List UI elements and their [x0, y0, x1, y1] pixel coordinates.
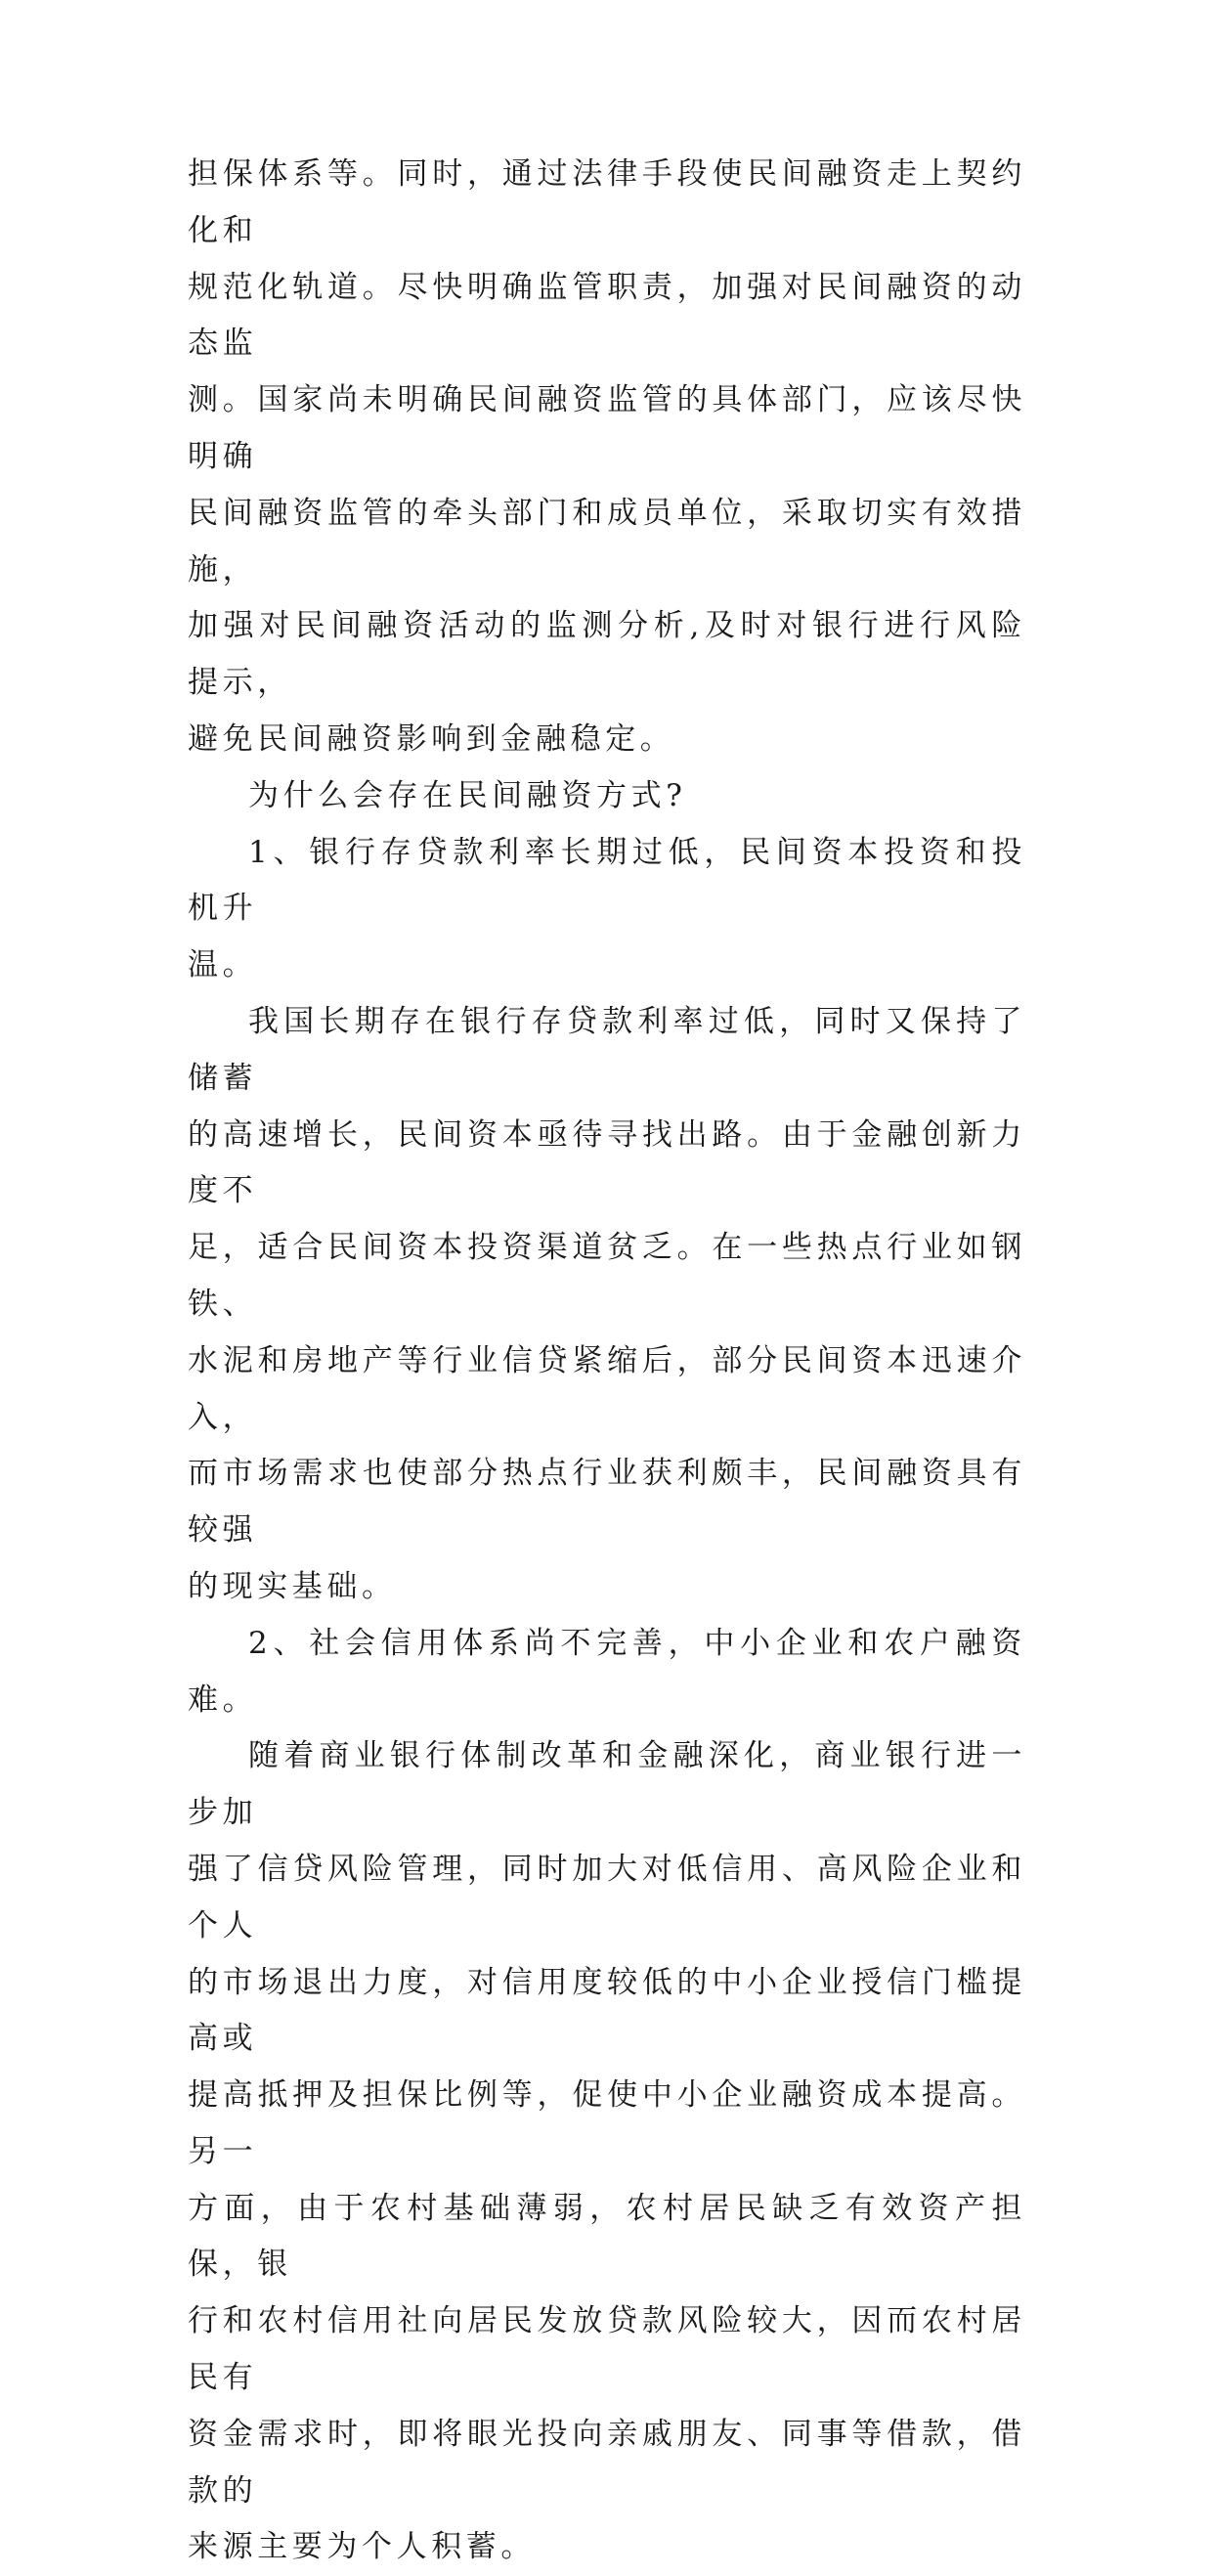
text-line: 加强对民间融资活动的监测分析,及时对银行进行风险提示， — [188, 608, 1026, 701]
text-line: 的现实基础。 — [188, 1568, 397, 1604]
text-line: 随着商业银行体制改革和金融深化，商业银行进一步加 — [188, 1738, 1026, 1831]
document-page — [188, 147, 1026, 2576]
text-line: 提高抵押及担保比例等，促使中小企业融资成本提高。另一 — [188, 2077, 1026, 2169]
text-line: 规范化轨道。尽快明确监管职责，加强对民间融资的动态监 — [188, 269, 1026, 362]
text-line: 避免民间融资影响到金融稳定。 — [188, 720, 675, 757]
text-line: 行和农村信用社向居民发放贷款风险较大，因而农村居民有 — [188, 2303, 1026, 2396]
paragraph-point-1 — [188, 994, 1026, 1616]
text-line: 而市场需求也使部分热点行业获利颇丰，民间融资具有较强 — [188, 1456, 1026, 1549]
text-line: 担保体系等。同时，通过法律手段使民间融资走上契约化和 — [188, 156, 1026, 248]
text-line: 的高速增长，民间资本亟待寻找出路。由于金融创新力度不 — [188, 1116, 1026, 1209]
text-line: 民间融资监管的牵头部门和成员单位，采取切实有效措施， — [188, 495, 1026, 588]
paragraph-1 — [188, 147, 1026, 768]
text-line: 资金需求时，即将眼光投向亲戚朋友、同事等借款，借款的 — [188, 2416, 1026, 2509]
paragraph-point-2 — [188, 1728, 1026, 2576]
text-line: 为什么会存在民间融资方式? — [248, 777, 687, 813]
text-line: 来源主要为个人积蓄。 — [188, 2529, 536, 2565]
text-line: 温。 — [188, 947, 258, 983]
text-line: 方面，由于农村基础薄弱，农村居民缺乏有效资产担保，银 — [188, 2190, 1026, 2283]
text-line: 我国长期存在银行存贷款利率过低，同时又保持了储蓄 — [188, 1003, 1026, 1096]
text-line: 水泥和房地产等行业信贷紧缩后，部分民间资本迅速介入， — [188, 1342, 1026, 1435]
text-line: 强了信贷风险管理，同时加大对低信用、高风险企业和个人 — [188, 1851, 1026, 1943]
point-2-heading — [188, 1616, 1026, 1729]
text-line: 足，适合民间资本投资渠道贫乏。在一些热点行业如钢铁、 — [188, 1230, 1026, 1322]
text-line: 测。国家尚未明确民间融资监管的具体部门，应该尽快明确 — [188, 382, 1026, 474]
text-line: 1、银行存贷款利率长期过低，民间资本投资和投机升 — [188, 834, 1026, 927]
point-1-heading — [188, 825, 1026, 994]
text-line: 2、社会信用体系尚不完善，中小企业和农户融资难。 — [188, 1625, 1026, 1718]
text-line: 的市场退出力度，对信用度较低的中小企业授信门槛提高或 — [188, 1964, 1026, 2057]
question-heading — [188, 768, 1026, 825]
